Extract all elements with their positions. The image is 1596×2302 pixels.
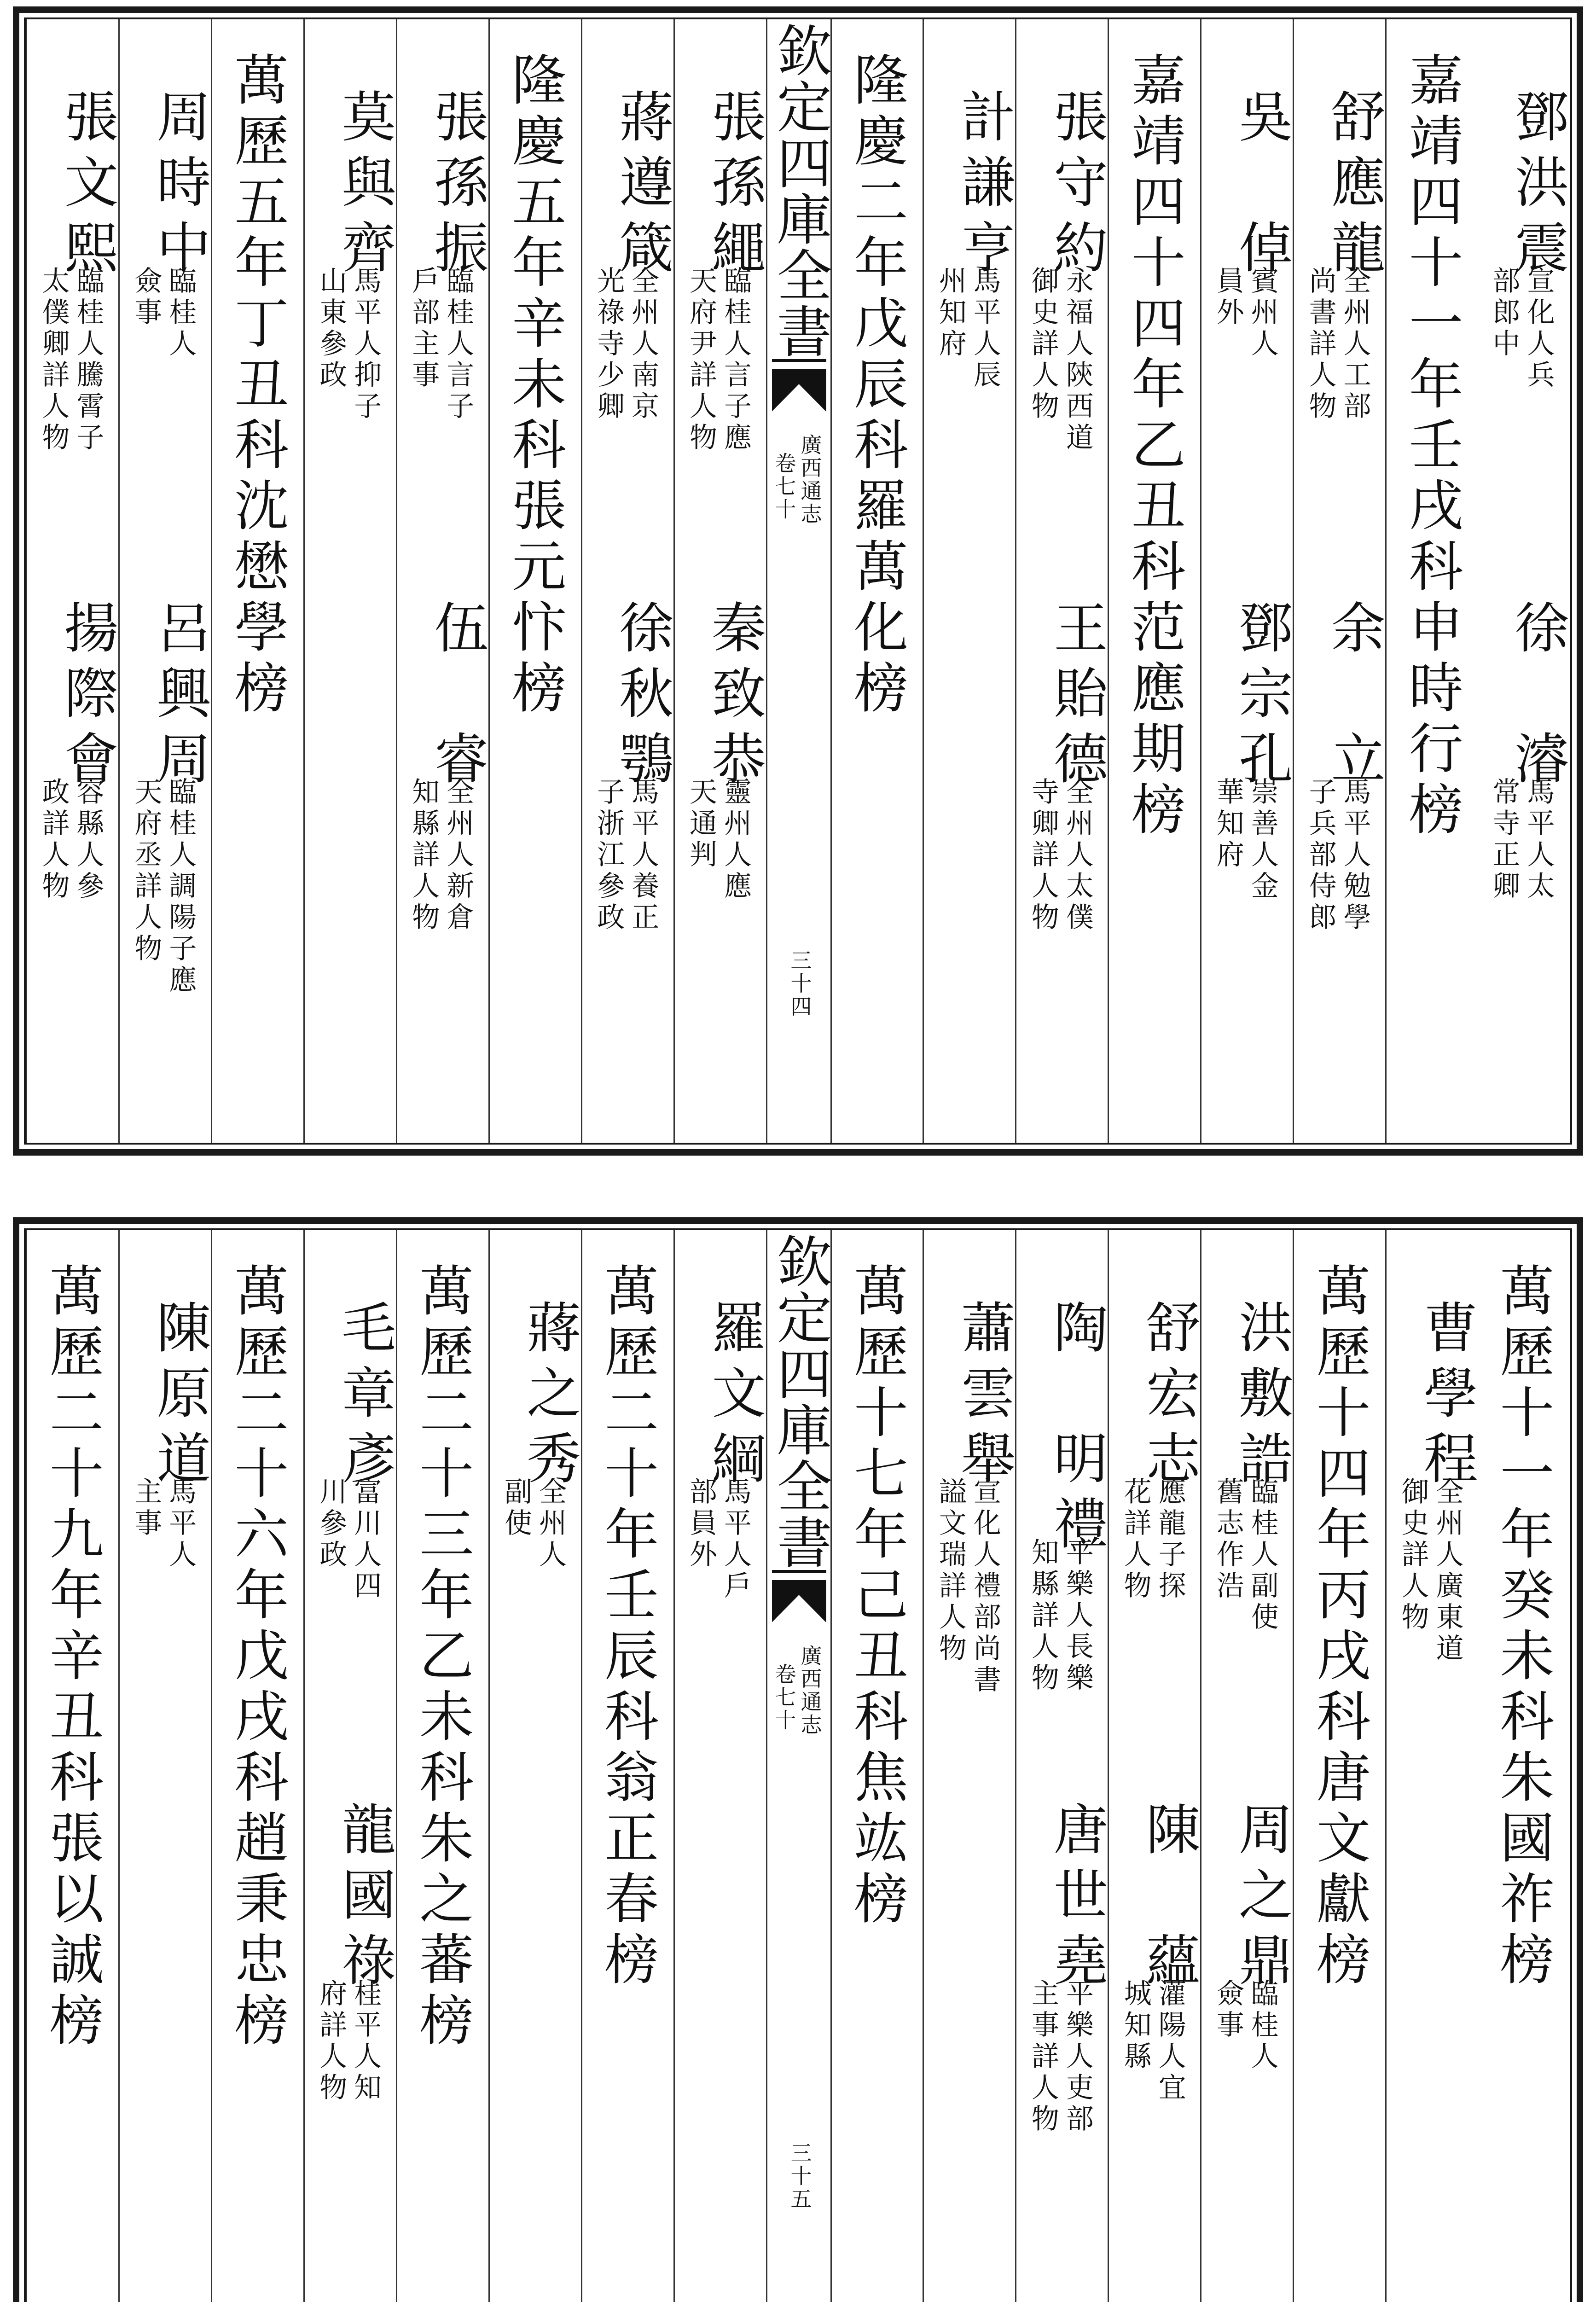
candidate-name: 周之鼎 [1229, 1801, 1293, 1997]
candidate-name: 莫與齊 [332, 88, 396, 285]
leaf-number: 三十五 [787, 2142, 813, 2211]
annotation-line: 富川人四 [349, 1477, 382, 1602]
text-column [1200, 1230, 1294, 2302]
annotation-line: 永福人陝西道 [1061, 266, 1094, 454]
exam-year-heading: 萬歷二十九年辛丑科張以誠榜 [40, 1262, 104, 2052]
candidate-name: 鄧宗孔 [1229, 599, 1293, 796]
candidate-annotation [932, 1477, 1001, 1696]
annotation-line: 僉事 [130, 266, 163, 329]
annotation-line: 馬平人辰 [969, 266, 1001, 391]
juan-number: 卷七十 [772, 452, 797, 521]
text-column [830, 19, 924, 1143]
exam-year-heading: 萬歷十七年己丑科焦竑榜 [844, 1262, 908, 1931]
annotation-line: 馬平人太 [1522, 777, 1555, 902]
text-column [488, 19, 582, 1143]
candidate-name: 龍國祿 [332, 1801, 396, 1997]
candidate-annotation [1394, 1477, 1463, 1665]
annotation-line: 知縣詳人物 [407, 777, 440, 934]
candidate-name: 蕭雲舉 [952, 1299, 1016, 1495]
annotation-line: 全州人 [534, 1477, 567, 1571]
candidate-name: 張守約 [1044, 88, 1108, 285]
text-column [1478, 1230, 1570, 2302]
annotation-line: 臨桂人言子應 [720, 266, 752, 454]
fish-tail-mark [772, 1580, 826, 1622]
text-column [1385, 1230, 1479, 2302]
text-column [673, 1230, 767, 2302]
annotation-line: 天府尹詳人物 [685, 266, 718, 454]
bottom-page-panel [13, 1217, 1583, 2302]
annotation-line: 光祿寺少卿 [592, 266, 625, 423]
candidate-annotation [312, 1979, 381, 2104]
exam-year-heading: 隆慶五年辛未科張元忭榜 [503, 52, 567, 720]
annotation-line: 知縣詳人物 [1027, 1538, 1059, 1694]
candidate-name: 陳 蘊 [1137, 1801, 1201, 1997]
annotation-line: 員外 [1212, 266, 1244, 329]
annotation-line: 天府丞詳人物 [130, 777, 163, 965]
candidate-name: 鄧洪震 [1505, 88, 1569, 285]
annotation-line: 華知府 [1212, 777, 1244, 871]
annotation-line: 舊志作浩 [1212, 1477, 1244, 1602]
candidate-annotation [497, 1477, 566, 1571]
leaf-number: 三十四 [787, 949, 813, 1018]
candidate-name: 王貽德 [1044, 599, 1108, 796]
candidate-name: 呂興周 [147, 599, 211, 796]
candidate-name: 徐秋鶚 [610, 599, 674, 796]
rule-line [772, 359, 826, 362]
annotation-line: 臨桂人騰霄子 [72, 266, 104, 454]
annotation-line: 平樂人吏部 [1061, 1979, 1094, 2135]
candidate-annotation [1024, 1538, 1093, 1694]
annotation-line: 子兵部侍郎 [1304, 777, 1337, 934]
text-column [1015, 19, 1109, 1143]
text-column [1108, 1230, 1201, 2302]
text-column [211, 19, 305, 1143]
candidate-annotation [35, 777, 104, 902]
candidate-annotation [1117, 1477, 1186, 1602]
text-column [673, 19, 767, 1143]
exam-year-heading: 萬歷二十六年戊戌科趙秉忠榜 [225, 1262, 289, 2052]
exam-year-heading: 嘉靖四十四年乙丑科范應期榜 [1122, 52, 1186, 842]
annotation-line: 容縣人參 [72, 777, 104, 902]
candidate-annotation [35, 266, 104, 454]
annotation-line: 靈州人應 [720, 777, 752, 902]
candidate-name: 羅文綱 [702, 1299, 766, 1495]
candidate-name: 曹學程 [1414, 1299, 1478, 1495]
candidate-annotation [682, 266, 751, 454]
annotation-line: 政詳人物 [37, 777, 70, 902]
annotation-line: 御史詳人物 [1397, 1477, 1429, 1633]
candidate-annotation [1117, 1979, 1186, 2104]
book-title: 欽定四庫全書 [767, 1233, 832, 1570]
candidate-annotation [1209, 1477, 1278, 1633]
text-column [923, 19, 1016, 1143]
text-column [303, 1230, 397, 2302]
candidate-name: 吳 倬 [1229, 88, 1293, 285]
annotation-line: 山東參政 [315, 266, 348, 391]
top-page-panel [13, 6, 1583, 1156]
book-center-column [766, 19, 832, 1143]
text-column [488, 1230, 582, 2302]
candidate-name: 周時中 [147, 88, 211, 285]
candidate-annotation [1486, 777, 1555, 902]
candidate-name: 毛章彥 [332, 1299, 396, 1495]
exam-year-heading: 嘉靖四十一年壬戌科申時行榜 [1399, 52, 1463, 842]
source-info [774, 1645, 821, 1737]
source-info [774, 434, 821, 526]
candidate-annotation [1209, 266, 1278, 360]
exam-year-heading: 隆慶二年戊辰科羅萬化榜 [844, 52, 908, 720]
candidate-name: 張孫繩 [702, 88, 766, 285]
annotation-line: 全州人廣東道 [1431, 1477, 1464, 1665]
candidate-annotation [405, 777, 474, 934]
annotation-line: 部員外 [685, 1477, 718, 1571]
annotation-line: 臨桂人言子 [442, 266, 475, 423]
annotation-line: 城知縣 [1119, 1979, 1152, 2073]
candidate-name: 張孫振 [425, 88, 489, 285]
annotation-line: 賓州人 [1246, 266, 1279, 360]
candidate-name: 蔣之秀 [517, 1299, 581, 1495]
book-center-column [766, 1230, 832, 2302]
annotation-line: 平樂人長樂 [1061, 1538, 1094, 1694]
text-column [1108, 19, 1201, 1143]
text-column [26, 1230, 120, 2302]
text-column [118, 1230, 212, 2302]
candidate-name: 伍 睿 [425, 599, 489, 796]
annotation-line: 子浙江參政 [592, 777, 625, 934]
annotation-line: 川參政 [315, 1477, 348, 1571]
candidate-name: 蔣遵箴 [610, 88, 674, 285]
annotation-line: 全州人南京 [627, 266, 660, 423]
source-title: 廣西通志 [797, 434, 823, 526]
candidate-annotation [1024, 777, 1093, 934]
candidate-name: 秦致恭 [702, 599, 766, 796]
exam-year-heading: 萬歷二十年壬辰科翁正春榜 [595, 1262, 659, 1992]
text-column [830, 1230, 924, 2302]
candidate-name: 張文熙 [55, 88, 119, 285]
candidate-annotation [127, 1477, 196, 1571]
candidate-annotation [1024, 1979, 1093, 2135]
annotation-line: 全州人太僕 [1061, 777, 1094, 934]
annotation-line: 寺卿詳人物 [1027, 777, 1059, 934]
exam-year-heading: 萬歷五年丁丑科沈懋學榜 [225, 52, 289, 720]
exam-year-heading: 萬歷二十三年乙未科朱之蕃榜 [410, 1262, 474, 2052]
annotation-line: 副使 [500, 1477, 533, 1540]
text-column [1293, 19, 1387, 1143]
candidate-annotation [590, 266, 659, 423]
candidate-annotation [405, 266, 474, 423]
text-column [303, 19, 397, 1143]
bottom-page-frame [24, 1228, 1572, 2302]
candidate-name: 唐世堯 [1044, 1801, 1108, 1997]
candidate-annotation [1024, 266, 1093, 454]
annotation-line: 馬平人戶 [720, 1477, 752, 1602]
candidate-annotation [1209, 777, 1278, 902]
annotation-line: 宣化人兵 [1522, 266, 1555, 391]
annotation-line: 僉事 [1212, 1979, 1244, 2041]
exam-year-heading: 萬歷十四年丙戌科唐文獻榜 [1307, 1262, 1371, 1992]
candidate-annotation [127, 777, 196, 996]
candidate-name: 揚際會 [55, 599, 119, 796]
annotation-line: 馬平人勉學 [1339, 777, 1371, 934]
candidate-annotation [1209, 1979, 1278, 2073]
annotation-line: 部郎中 [1488, 266, 1521, 360]
annotation-line: 常寺正卿 [1488, 777, 1521, 902]
text-column [1293, 1230, 1387, 2302]
text-column [923, 1230, 1016, 2302]
candidate-annotation [932, 266, 1001, 391]
candidate-annotation [127, 266, 196, 360]
candidate-name: 陶 明禮 [1044, 1299, 1108, 1561]
annotation-line: 全州人工部 [1339, 266, 1371, 423]
annotation-line: 府詳人物 [315, 1979, 348, 2104]
candidate-name: 徐 濬 [1505, 599, 1569, 796]
fish-tail-mark [772, 369, 826, 412]
text-column [581, 1230, 675, 2302]
candidate-annotation [312, 1477, 381, 1602]
annotation-line: 花詳人物 [1119, 1477, 1152, 1602]
candidate-annotation [1302, 777, 1371, 934]
candidate-annotation [682, 777, 751, 902]
annotation-line: 臨桂人副使 [1246, 1477, 1279, 1633]
annotation-line: 州知府 [934, 266, 967, 360]
annotation-line: 臨桂人 [164, 266, 197, 360]
annotation-line: 桂平人知 [349, 1979, 382, 2104]
annotation-line: 尚書詳人物 [1304, 266, 1337, 423]
candidate-annotation [682, 1477, 751, 1602]
annotation-line: 馬平人 [164, 1477, 197, 1571]
text-column [1200, 19, 1294, 1143]
candidate-name: 余 立 [1322, 599, 1386, 796]
annotation-line: 全州人新倉 [442, 777, 475, 934]
text-column [1478, 19, 1570, 1143]
annotation-line: 馬平人抑子 [349, 266, 382, 423]
annotation-line: 應龍子探 [1154, 1477, 1186, 1602]
candidate-name: 舒宏志 [1137, 1299, 1201, 1495]
annotation-line: 天通判 [685, 777, 718, 871]
candidate-name: 陳原道 [147, 1299, 211, 1495]
annotation-line: 宣化人禮部尚書 [969, 1477, 1001, 1696]
book-title: 欽定四庫全書 [767, 22, 832, 359]
annotation-line: 灌陽人宜 [1154, 1979, 1186, 2104]
annotation-line: 主事 [130, 1477, 163, 1540]
candidate-name: 舒應龍 [1322, 88, 1386, 285]
text-column [1015, 1230, 1109, 2302]
exam-year-heading: 萬歷十一年癸未科朱國祚榜 [1491, 1262, 1555, 1992]
annotation-line: 崇善人金 [1246, 777, 1279, 902]
annotation-line: 馬平人養正 [627, 777, 660, 934]
annotation-line: 臨桂人 [1246, 1979, 1279, 2073]
rule-line [772, 1570, 826, 1573]
text-column [118, 19, 212, 1143]
candidate-name: 計謙亨 [952, 88, 1016, 285]
top-page-frame [24, 17, 1572, 1145]
text-column [396, 19, 490, 1143]
text-column [26, 19, 120, 1143]
candidate-name: 洪敷誥 [1229, 1299, 1293, 1495]
candidate-annotation [1302, 266, 1371, 423]
annotation-line: 御史詳人物 [1027, 266, 1059, 423]
text-column [396, 1230, 490, 2302]
annotation-line: 謚文瑞詳人物 [934, 1477, 967, 1665]
candidate-annotation [590, 777, 659, 934]
annotation-line: 臨桂人調陽子應 [164, 777, 197, 996]
candidate-annotation [1486, 266, 1555, 391]
source-title: 廣西通志 [797, 1645, 823, 1737]
juan-number: 卷七十 [772, 1663, 797, 1732]
text-column [581, 19, 675, 1143]
text-column [211, 1230, 305, 2302]
text-column [1385, 19, 1479, 1143]
annotation-line: 主事詳人物 [1027, 1979, 1059, 2135]
annotation-line: 太僕卿詳人物 [37, 266, 70, 454]
annotation-line: 戶部主事 [407, 266, 440, 391]
candidate-annotation [312, 266, 381, 423]
